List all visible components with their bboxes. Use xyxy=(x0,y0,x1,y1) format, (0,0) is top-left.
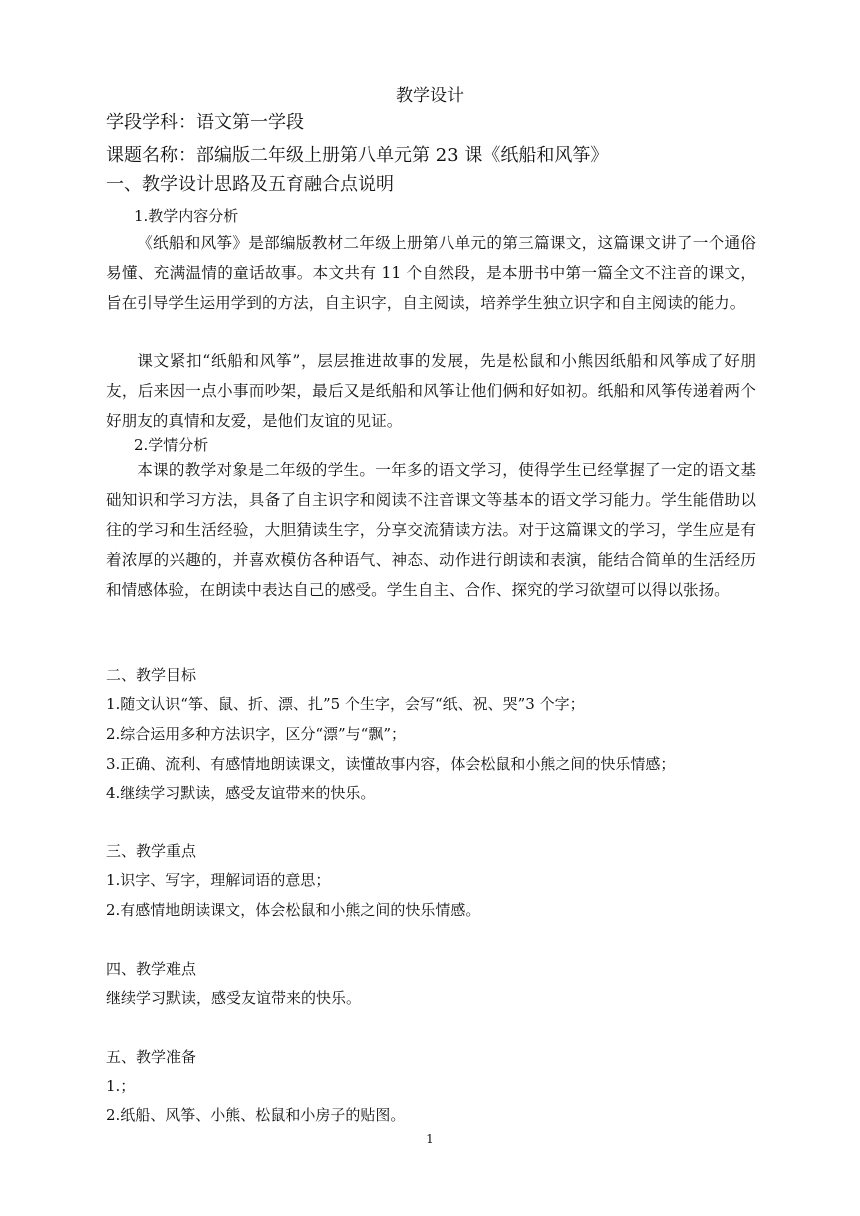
subject-line: 学段学科：语文第一学段 xyxy=(106,112,304,133)
difficulty-text: 继续学习默读，感受友谊带来的快乐。 xyxy=(106,989,362,1007)
section1-sub1: 1.教学内容分析 xyxy=(134,207,239,225)
objective-item: 1.随文认识“筝、鼠、折、漂、扎”5 个生字，会写“纸、祝、哭”3 个字； xyxy=(106,695,585,713)
key-point-item: 2.有感情地朗读课文，体会松鼠和小熊之间的快乐情感。 xyxy=(106,901,481,919)
section1-sub2: 2.学情分析 xyxy=(134,436,209,454)
lesson-line: 课题名称：部编版二年级上册第八单元第 23 课《纸船和风筝》 xyxy=(106,145,609,166)
preparation-item: 2.纸船、风筝、小熊、松鼠和小房子的贴图。 xyxy=(106,1106,406,1124)
section1-para2: 课文紧扣“纸船和风筝”，层层推进故事的发展，先是松鼠和小熊因纸船和风筝成了好朋友，后来因一点小事而吵架，最后又是纸船和风筝让他们俩和好如初。纸船和风筝传递着两个好朋友的真情和友爱，是他们友谊的见证。 xyxy=(106,352,756,430)
preparation-item: 1.； xyxy=(106,1077,136,1095)
objective-item: 4.继续学习默读，感受友谊带来的快乐。 xyxy=(106,784,376,802)
objective-item: 3.正确、流利、有感情地朗读课文，读懂故事内容，体会松鼠和小熊之间的快乐情感； xyxy=(106,755,676,773)
section1-para1: 《纸船和风筝》是部编版教材二年级上册第八单元的第三篇课文，这篇课文讲了一个通俗易懂、充满温情的童话故事。本文共有 11 个自然段，是本册书中第一篇全文不注音的课文，旨在引导学生运用学到的方法，自主识字，自主阅读，培养学生独立识字和自主阅读的能力。 xyxy=(106,234,756,312)
section2-heading: 二、教学目标 xyxy=(106,666,197,684)
section1-heading: 一、教学设计思路及五育融合点说明 xyxy=(106,174,394,195)
section1-para3: 本课的教学对象是二年级的学生。一年多的语文学习，使得学生已经掌握了一定的语文基础知识和学习方法，具备了自主识字和阅读不注音课文等基本的语文学习能力。学生能借助以往的学习和生活经验，大胆猜读生字，分享交流猜读方法。对于这篇课文的学习，学生应是有着浓厚的兴趣的，并喜欢模仿各种语气、神态、动作进行朗读和表演，能结合简单的生活经历和情感体验，在朗读中表达自己的感受。学生自主、合作、探究的学习欲望可以得以张扬。 xyxy=(106,461,756,599)
section5-heading: 五、教学准备 xyxy=(106,1048,197,1066)
page-number: 1 xyxy=(426,1132,434,1146)
key-point-item: 1.识字、写字，理解词语的意思； xyxy=(106,871,331,889)
section4-heading: 四、教学难点 xyxy=(106,960,197,978)
document-title: 教学设计 xyxy=(396,86,464,106)
objective-item: 2.综合运用多种方法识字，区分“漂”与“飘”； xyxy=(106,725,406,743)
section3-heading: 三、教学重点 xyxy=(106,842,197,860)
